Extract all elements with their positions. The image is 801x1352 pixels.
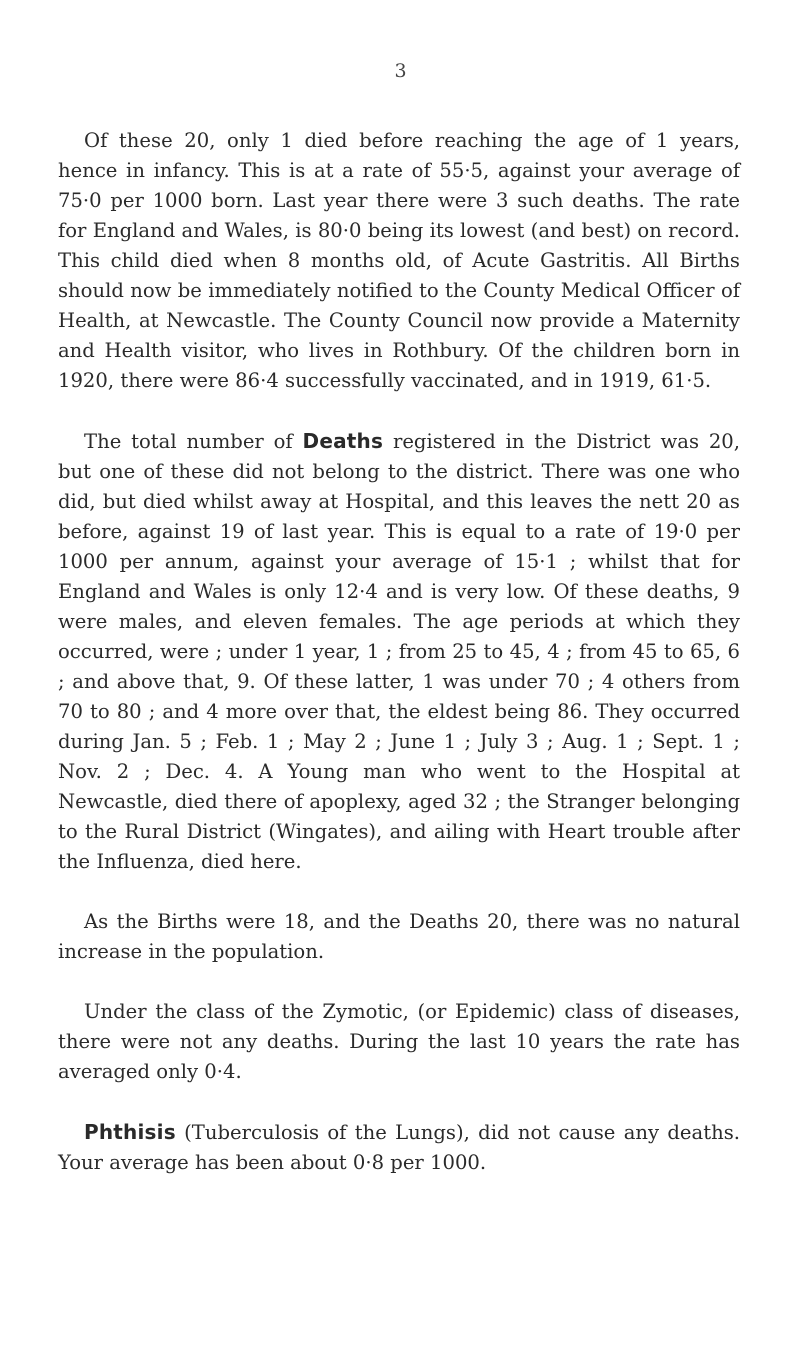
paragraph-text: Under the class of the Zymotic, (or Epidemic) class of diseases, there were not any deaths. During the last 10 years the rate has averaged only 0·4. [58,1000,740,1083]
paragraph-natural-increase [58,907,740,967]
paragraph-text: registered in the District was 20, but one of these did not belong to the district. There was one who did, but died whilst away at Hospital, and this leaves the nett 20 as before, against 19 of last year. This is equal to a rate of 19·0 per 1000 per annum, against your average of 15·1 ; whilst that for England and Wales is only 12·4 and is very low. Of these deaths, 9 were males, and eleven females. The age periods at which they occurred, were ; under 1 year, 1 ; from 25 to 45, 4 ; from 45 to 65, 6 ; and above that, 9. Of these latter, 1 was under 70 ; 4 others from 70 to 80 ; and 4 more over that, the eldest being 86. They occurred during Jan. 5 ; Feb. 1 ; May 2 ; June 1 ; July 3 ; Aug. 1 ; Sept. 1 ; Nov. 2 ; Dec. 4. A Young man who went to the Hospital at Newcastle, died there of apoplexy, aged 32 ; the Stranger belonging to the Rural District (Wingates), and ailing with Heart trouble after the Influenza, died here. [58,430,741,873]
paragraph-text: Of these 20, only 1 died before reaching the age of 1 years, hence in infancy. This is at a rate of 55·5, against your average of 75·0 per 1000 born. Last year there were 3 such deaths. The rate for England and Wales, is 80·0 being its lowest (and best) on record. This child died when 8 months old, of Acute Gastritis. All Births should now be immediately notified to the County Medical Officer of Health, at Newcastle. The County Council now provide a Maternity and Health visitor, who lives in Rothbury. Of the children born in 1920, there were 86·4 successfully vaccinated, and in 1919, 61·5. [58,129,740,392]
paragraph-text: (Tuberculosis of the Lungs), did not cause any deaths. Your average has been about 0·8 per 1000. [58,1121,740,1174]
paragraph-intro: The total number of [84,430,303,453]
section-heading-phthisis: Phthisis [84,1120,176,1144]
body-text [58,126,740,1178]
paragraph-deaths [58,426,740,877]
page-number: 3 [394,60,407,82]
section-heading-deaths: Deaths [302,429,384,453]
paragraph-phthisis [58,1117,740,1178]
paragraph-zymotic [58,997,740,1087]
paragraph-text: As the Births were 18, and the Deaths 20, there was no natural increase in the population. [58,910,740,963]
paragraph-infant-mortality [58,126,740,396]
